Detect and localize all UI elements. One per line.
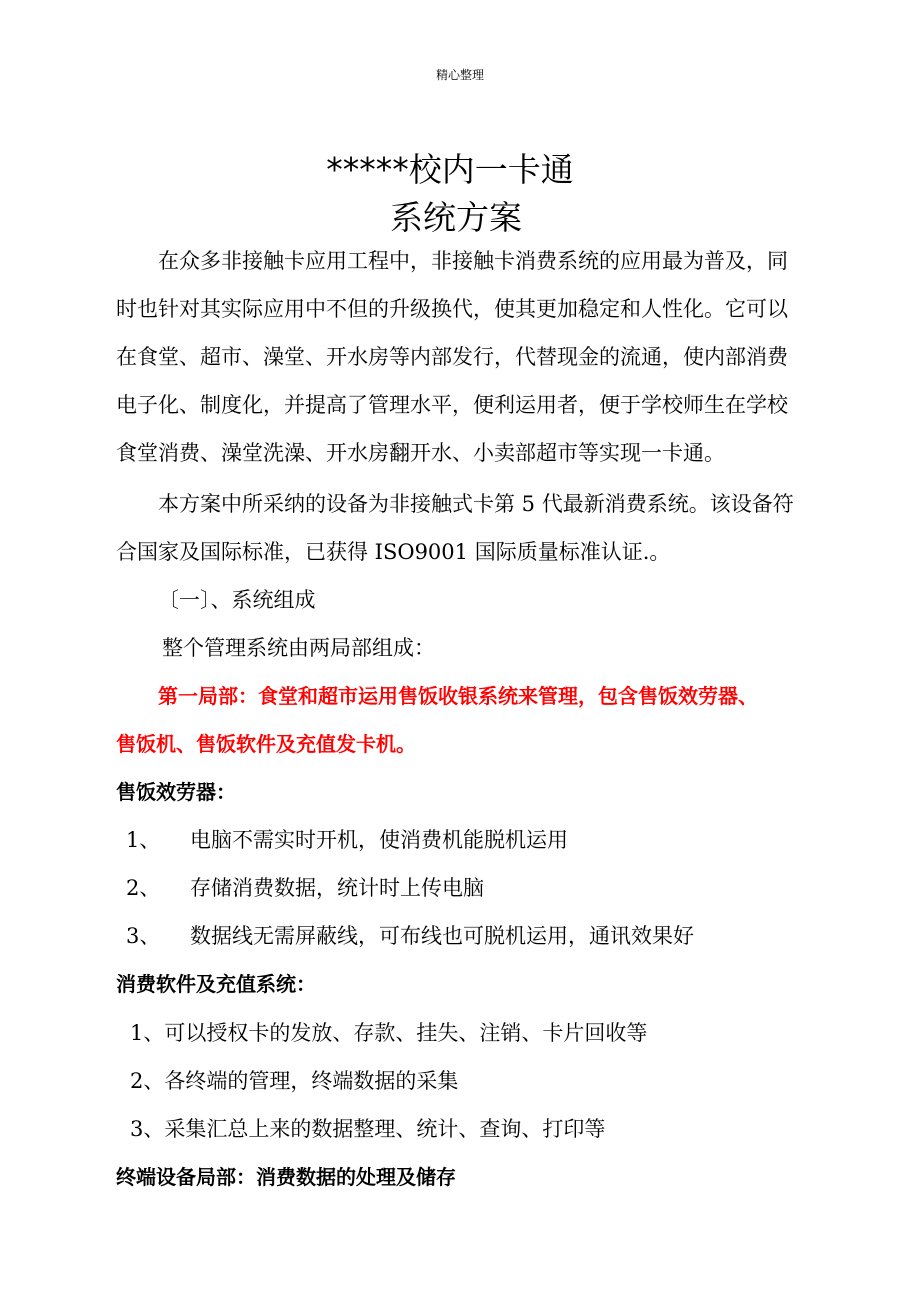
terminal-heading: 终端设备局部：消费数据的处理及储存 [116,1165,456,1189]
server-heading: 售饭效劳器： [116,780,236,804]
software-item: 3、采集汇总上来的数据整理、统计、查询、打印等 [130,1117,606,1141]
list-text: 电脑不需实时开机，使消费机能脱机运用 [190,828,568,852]
list-text: 数据线无需屏蔽线，可布线也可脱机运用，通讯效果好 [190,924,694,948]
intro-line: 在众多非接触卡应用工程中，非接触卡消费系统的应用最为普及，同 [158,249,788,273]
intro-line: 在食堂、超市、澡堂、开水房等内部发行，代替现金的流通，使内部消费 [116,345,788,369]
device-line: 合国家及国际标准，已获得 ISO9001 国际质量标准认证.。 [116,540,671,564]
list-number: 2、 [126,876,161,900]
intro-line: 食堂消费、澡堂洗澡、开水房翻开水、小卖部超市等实现一卡通。 [116,441,725,465]
server-item [126,825,568,855]
software-heading: 消费软件及充值系统： [116,972,316,996]
software-item: 2、各终端的管理，终端数据的采集 [130,1069,459,1093]
device-line: 本方案中所采纳的设备为非接触式卡第 5 代最新消费系统。该设备符 [158,492,794,516]
server-item [126,873,484,903]
intro-line: 电子化、制度化，并提高了管理水平，便利运用者，便于学校师生在学校 [116,393,788,417]
list-number: 3、 [126,924,161,948]
part-one-line: 第一局部：食堂和超市运用售饭收银系统来管理，包含售饭效劳器、 [158,684,758,708]
section-heading: 〔一〕、系统组成 [158,588,316,612]
page-header-note: 精心整理 [435,68,484,82]
composition-text: 整个管理系统由两局部组成： [162,636,435,660]
intro-line: 时也针对其实际应用中不但的升级换代，使其更加稳定和人性化。它可以 [116,297,788,321]
document-title-line-2: 系统方案 [390,198,522,237]
server-item [126,921,694,951]
part-one-line: 售饭机、售饭软件及充值发卡机。 [116,732,416,756]
document-title-line-1: *****校内一卡通 [326,150,574,189]
list-number: 1、 [126,828,161,852]
list-text: 存储消费数据，统计时上传电脑 [190,876,484,900]
software-item: 1、可以授权卡的发放、存款、挂失、注销、卡片回收等 [130,1021,648,1045]
